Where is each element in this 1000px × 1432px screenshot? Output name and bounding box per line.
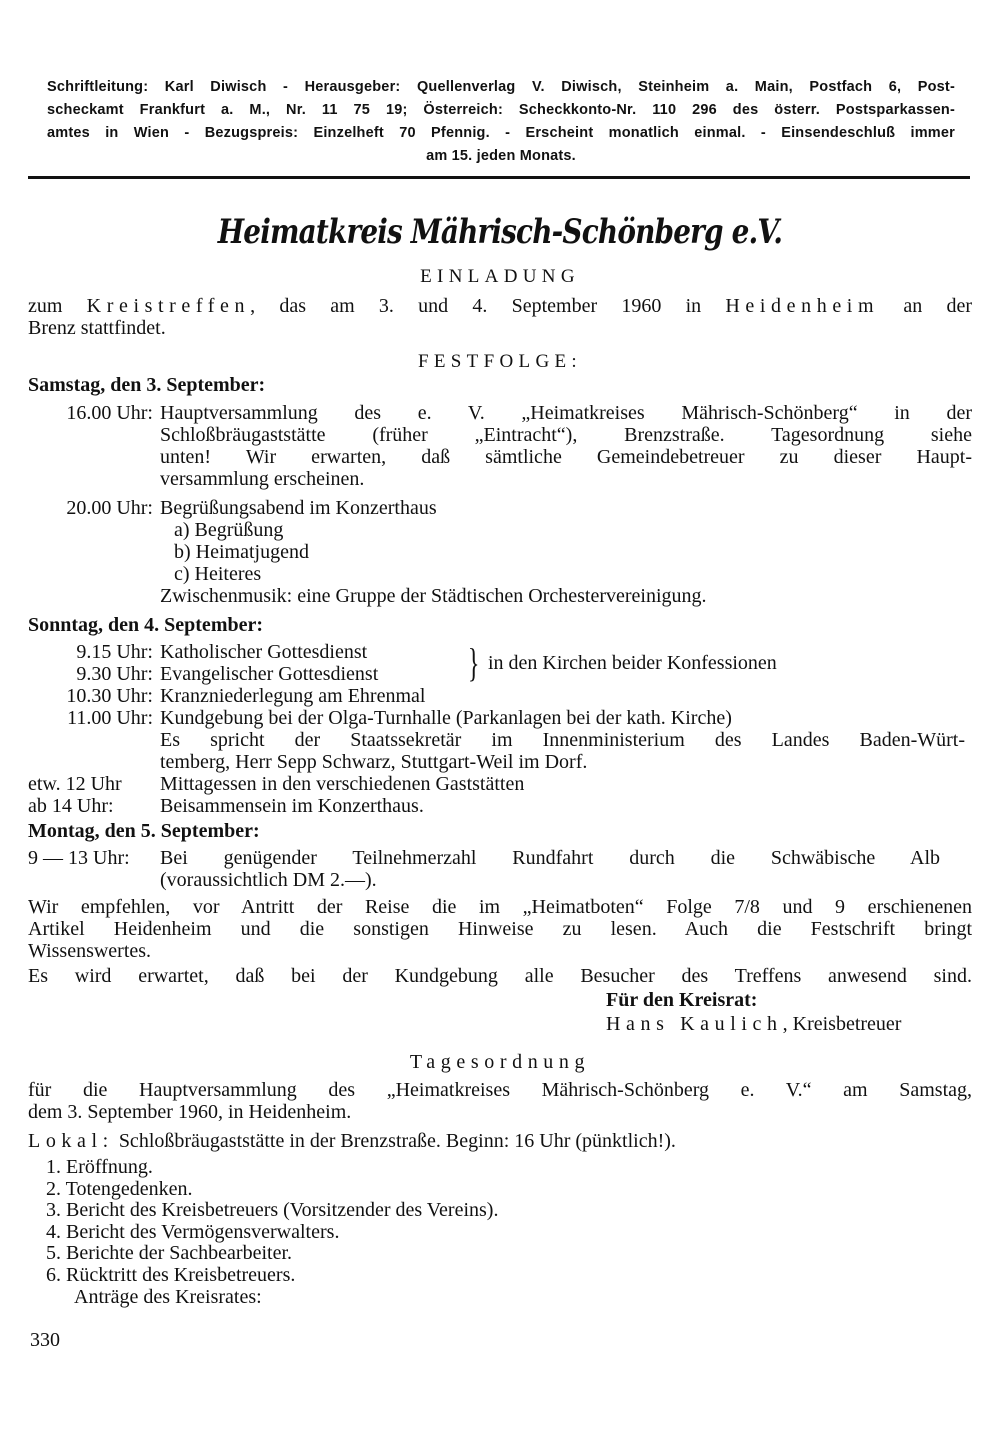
location-text: Schloßbräugaststätte in der Brenzstraße. Beginn: 16 Uhr (pünktlich!). (113, 1130, 676, 1152)
divider (28, 176, 970, 179)
entry-line: Kundgebung bei der Olga-Turnhalle (Parkanlagen bei der kath. Kirche) (160, 707, 732, 729)
agenda-heading: Tagesordnung (409, 1051, 591, 1073)
entry-line: Hauptversammlung des e. V. „Heimatkreises Mährisch-Schönberg“ in der (160, 402, 972, 424)
entry-time: 11.00 Uhr: (67, 707, 153, 729)
text-line: Wissenswertes. (28, 940, 152, 962)
entry-line: unten! Wir erwarten, daß sämtliche Gemeindebetreuer zu dieser Haupt- (160, 446, 972, 468)
entry-line: b) Heimatjugend (174, 541, 309, 563)
day-heading: Montag, den 5. September: (28, 820, 260, 842)
agenda-list (46, 1156, 746, 1307)
intro-emph: Heidenheim (725, 295, 880, 317)
masthead-line: scheckamt Frankfurt a. M., Nr. 11 75 19; Österreich: Scheckkonto-Nr. 110 296 des österr. Postsparkassen- (47, 102, 955, 118)
intro-emph: Kreistreffen (86, 295, 251, 317)
text-line: dem 3. September 1960, in Heidenheim. (28, 1101, 352, 1123)
entry-time: 20.00 Uhr: (66, 497, 153, 519)
masthead-line: amtes in Wien - Bezugspreis: Einzelheft 70 Pfennig. - Erscheint monatlich einmal. - Einsendeschluß immer (47, 125, 955, 141)
entry-line: Beisammensein im Konzerthaus. (160, 795, 424, 817)
schedule-entry (28, 497, 972, 607)
einladung-heading: EINLADUNG (420, 266, 580, 287)
agenda-intro (28, 1079, 972, 1123)
text-line: Artikel Heidenheim und die sonstigen Hinweise zu lesen. Auch die Festschrift bringt (28, 918, 972, 940)
agenda-item: 2. Totengedenken. (46, 1177, 193, 1200)
agenda-item: Anträge des Kreisrates: (74, 1285, 262, 1308)
sunday-schedule (28, 641, 972, 817)
agenda-item: 3. Bericht des Kreisbetreuers (Vorsitzender des Vereins). (46, 1199, 499, 1222)
agenda-location (28, 1130, 972, 1152)
expectation: Es wird erwartet, daß bei der Kundgebung alle Besucher des Treffens anwesend sind. (28, 965, 972, 987)
entry-time: 9.30 Uhr: (76, 663, 153, 685)
entry-line: Es spricht der Staatssekretär im Innenministerium des Landes Baden-Würt- (160, 729, 965, 751)
entry-line: a) Begrüßung (174, 519, 284, 541)
text-line: für die Hauptversammlung des „Heimatkreises Mährisch-Schönberg e. V.“ am Samstag, (28, 1079, 972, 1101)
entry-time: 9.15 Uhr: (76, 641, 153, 663)
intro-line (28, 296, 972, 317)
intro-line: Brenz stattfindet. (28, 317, 166, 339)
entry-line: Mittagessen in den verschiedenen Gaststätten (160, 773, 525, 795)
brace: } (467, 640, 480, 685)
location-label: Lokal: (28, 1130, 114, 1152)
signature (606, 1013, 901, 1035)
entry-line: Katholischer Gottesdienst (160, 641, 368, 663)
masthead-line: am 15. jeden Monats. (426, 148, 576, 164)
agenda-item: 4. Bericht des Vermögensverwalters. (46, 1220, 340, 1243)
schedule-entry (28, 402, 972, 490)
signature-label: Für den Kreisrat: (606, 989, 758, 1011)
entry-line: temberg, Herr Sepp Schwarz, Stuttgart-Weil im Dorf. (160, 751, 588, 773)
page-title: Heimatkreis Mährisch-Schönberg e.V. (217, 212, 783, 252)
agenda-item: 5. Berichte der Sachbearbeiter. (46, 1242, 292, 1265)
intro-text: an der (879, 295, 972, 317)
recommendation (28, 896, 972, 962)
entry-line: Zwischenmusik: eine Gruppe der Städtischen Orchestervereinigung. (160, 585, 707, 607)
entry-line: Begrüßungsabend im Konzerthaus (160, 497, 437, 519)
signature-role: , Kreisbetreuer (782, 1013, 902, 1035)
masthead-line: Schriftleitung: Karl Diwisch - Herausgeber: Quellenverlag V. Diwisch, Steinheim a. Main, Postfach 6, Post- (47, 79, 955, 95)
entry-line: Evangelischer Gottesdienst (160, 663, 379, 685)
intro-text: zum (28, 295, 87, 317)
day-heading: Sonntag, den 4. September: (28, 614, 264, 636)
entry-time: ab 14 Uhr: (28, 795, 114, 817)
entry-line: (voraussichtlich DM 2.—). (160, 869, 377, 891)
entry-line: c) Heiteres (174, 563, 262, 585)
page-number: 330 (30, 1329, 60, 1351)
entry-time: 16.00 Uhr: (66, 402, 153, 424)
intro (28, 296, 972, 339)
intro-text: , das am 3. und 4. September 1960 in (250, 295, 726, 317)
festfolge-heading: FESTFOLGE: (417, 351, 583, 372)
agenda-item: 1. Eröffnung. (46, 1156, 153, 1178)
text-line: Wir empfehlen, vor Antritt der Reise die im „Heimatboten“ Folge 7/8 und 9 erschienenen (28, 896, 972, 918)
entry-line: Kranzniederlegung am Ehrenmal (160, 685, 426, 707)
entry-line: Schloßbräugaststätte (früher „Eintracht“), Brenzstraße. Tagesordnung siehe (160, 424, 972, 446)
brace-text: in den Kirchen beider Konfessionen (488, 652, 777, 674)
entry-time: 10.30 Uhr: (66, 685, 153, 707)
entry-line: Bei genügender Teilnehmerzahl Rundfahrt durch die Schwäbische Alb (160, 847, 940, 869)
entry-line: versammlung erscheinen. (160, 468, 365, 490)
signature-name: Hans Kaulich (606, 1013, 783, 1035)
agenda-item: 6. Rücktritt des Kreisbetreuers. (46, 1263, 296, 1286)
masthead (47, 76, 955, 168)
entry-time: etw. 12 Uhr (28, 773, 122, 795)
entry-time: 9 — 13 Uhr: (28, 847, 130, 869)
schedule-entry (28, 847, 972, 891)
day-heading: Samstag, den 3. September: (28, 374, 266, 396)
